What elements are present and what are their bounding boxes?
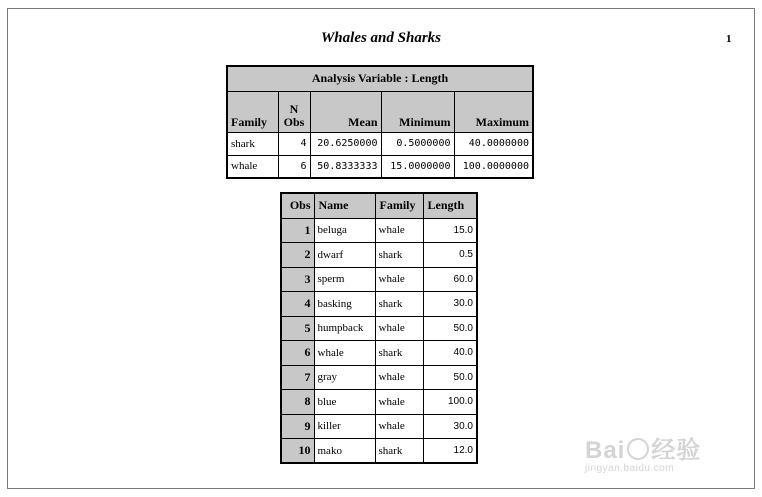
cell-family: shark xyxy=(375,243,423,268)
cell-name: sperm xyxy=(314,267,375,292)
watermark-text: Bai xyxy=(585,437,626,464)
table-row xyxy=(227,155,533,178)
cell-nobs: 4 xyxy=(278,132,310,155)
cell-family: whale xyxy=(375,267,423,292)
table-row xyxy=(281,316,477,341)
col-header-family: Family xyxy=(227,91,278,132)
col-header-maximum: Maximum xyxy=(454,91,533,132)
table-row xyxy=(281,390,477,415)
cell-nobs: 6 xyxy=(278,155,310,178)
cell-length: 15.0 xyxy=(423,218,477,243)
cell-name: killer xyxy=(314,414,375,439)
cell-length: 12.0 xyxy=(423,439,477,464)
cell-obs: 7 xyxy=(281,365,314,390)
report-title: Whales and Sharks xyxy=(320,30,442,46)
cell-minimum: 0.5000000 xyxy=(381,132,454,155)
cell-name: mako xyxy=(314,439,375,464)
cell-name: whale xyxy=(314,341,375,366)
cell-length: 40.0 xyxy=(423,341,477,366)
table-row xyxy=(281,414,477,439)
cell-family: shark xyxy=(227,132,278,155)
table-row xyxy=(281,365,477,390)
listing-table xyxy=(280,192,478,464)
cell-minimum: 15.0000000 xyxy=(381,155,454,178)
cell-obs: 10 xyxy=(281,439,314,464)
watermark-text-cn: 经验 xyxy=(651,437,702,464)
table-row xyxy=(281,218,477,243)
table-row xyxy=(281,267,477,292)
cell-obs: 2 xyxy=(281,243,314,268)
cell-name: basking xyxy=(314,292,375,317)
cell-length: 50.0 xyxy=(423,365,477,390)
col-header-nobs: N Obs xyxy=(278,91,310,132)
table-row xyxy=(227,132,533,155)
cell-length: 60.0 xyxy=(423,267,477,292)
paw-icon xyxy=(627,438,649,460)
cell-mean: 50.8333333 xyxy=(310,155,381,178)
summary-table xyxy=(226,65,534,179)
col-header-name: Name xyxy=(314,193,375,218)
cell-obs: 1 xyxy=(281,218,314,243)
col-header-family: Family xyxy=(375,193,423,218)
col-header-mean: Mean xyxy=(310,91,381,132)
cell-mean: 20.6250000 xyxy=(310,132,381,155)
cell-obs: 4 xyxy=(281,292,314,317)
cell-family: whale xyxy=(375,316,423,341)
cell-maximum: 40.0000000 xyxy=(454,132,533,155)
cell-obs: 8 xyxy=(281,390,314,415)
page-number: 1 xyxy=(726,33,732,45)
cell-obs: 3 xyxy=(281,267,314,292)
cell-length: 30.0 xyxy=(423,414,477,439)
col-header-minimum: Minimum xyxy=(381,91,454,132)
cell-length: 30.0 xyxy=(423,292,477,317)
cell-family: whale xyxy=(375,414,423,439)
cell-name: gray xyxy=(314,365,375,390)
col-header-length: Length xyxy=(423,193,477,218)
cell-length: 50.0 xyxy=(423,316,477,341)
cell-family: shark xyxy=(375,439,423,464)
cell-name: dwarf xyxy=(314,243,375,268)
table-row xyxy=(281,341,477,366)
cell-family: whale xyxy=(375,390,423,415)
col-header-obs: Obs xyxy=(281,193,314,218)
table-row xyxy=(281,439,477,464)
cell-family: whale xyxy=(227,155,278,178)
cell-name: humpback xyxy=(314,316,375,341)
cell-obs: 9 xyxy=(281,414,314,439)
cell-length: 0.5 xyxy=(423,243,477,268)
cell-name: blue xyxy=(314,390,375,415)
cell-name: beluga xyxy=(314,218,375,243)
baidu-watermark xyxy=(585,430,701,474)
cell-maximum: 100.0000000 xyxy=(454,155,533,178)
summary-caption: Analysis Variable : Length xyxy=(227,66,533,91)
table-row xyxy=(281,243,477,268)
cell-family: whale xyxy=(375,218,423,243)
cell-length: 100.0 xyxy=(423,390,477,415)
cell-family: whale xyxy=(375,365,423,390)
cell-obs: 6 xyxy=(281,341,314,366)
cell-family: shark xyxy=(375,341,423,366)
watermark-url: jingyan.baidu.com xyxy=(585,463,675,474)
cell-family: shark xyxy=(375,292,423,317)
cell-obs: 5 xyxy=(281,316,314,341)
table-row xyxy=(281,292,477,317)
